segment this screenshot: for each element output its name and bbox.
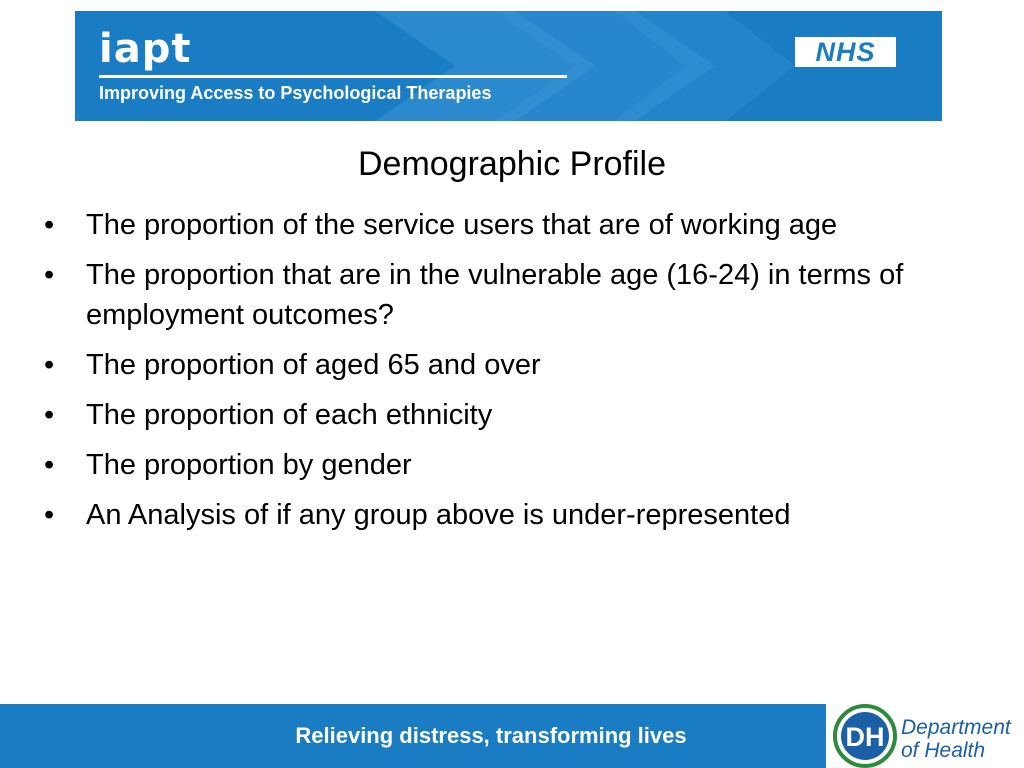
footer-bar xyxy=(0,704,826,768)
bullet-marker: • xyxy=(44,209,55,241)
bullet-item xyxy=(38,345,998,385)
bullet-item xyxy=(38,205,998,245)
slide-title: Demographic Profile xyxy=(357,145,667,183)
bullet-text: An Analysis of if any group above is under-represented xyxy=(86,499,791,531)
bullet-marker: • xyxy=(44,259,55,291)
bullet-text: The proportion by gender xyxy=(86,449,412,481)
dh-initials: DH xyxy=(845,722,885,752)
bullet-item xyxy=(38,445,998,485)
bullet-text: The proportion that are in the vulnerable age (16-24) in terms of employment outcomes? xyxy=(86,259,904,331)
bullet-marker: • xyxy=(44,449,55,481)
bullet-item xyxy=(38,395,998,435)
footer-tagline: Relieving distress, transforming lives xyxy=(295,723,687,748)
banner-divider xyxy=(99,75,567,78)
bullet-list xyxy=(38,205,998,545)
dept-line-1: Department xyxy=(901,716,1011,739)
nhs-logo-text: NHS xyxy=(815,37,876,67)
header-banner xyxy=(75,11,942,121)
bullet-item xyxy=(38,255,998,335)
department-name xyxy=(901,716,1011,762)
nhs-logo xyxy=(795,37,896,67)
bullet-marker: • xyxy=(44,399,55,431)
banner-subtitle: Improving Access to Psychological Therapies xyxy=(99,83,492,103)
bullet-text: The proportion of aged 65 and over xyxy=(86,349,541,381)
bullet-text: The proportion of the service users that are of working age xyxy=(86,209,838,241)
iapt-logo-text: iapt xyxy=(99,26,192,72)
bullet-text: The proportion of each ethnicity xyxy=(86,399,493,431)
bullet-item xyxy=(38,495,998,535)
bullet-marker: • xyxy=(44,349,55,381)
dept-line-2: of Health xyxy=(901,739,986,762)
department-of-health-logo xyxy=(826,704,1024,768)
bullet-marker: • xyxy=(44,499,55,531)
